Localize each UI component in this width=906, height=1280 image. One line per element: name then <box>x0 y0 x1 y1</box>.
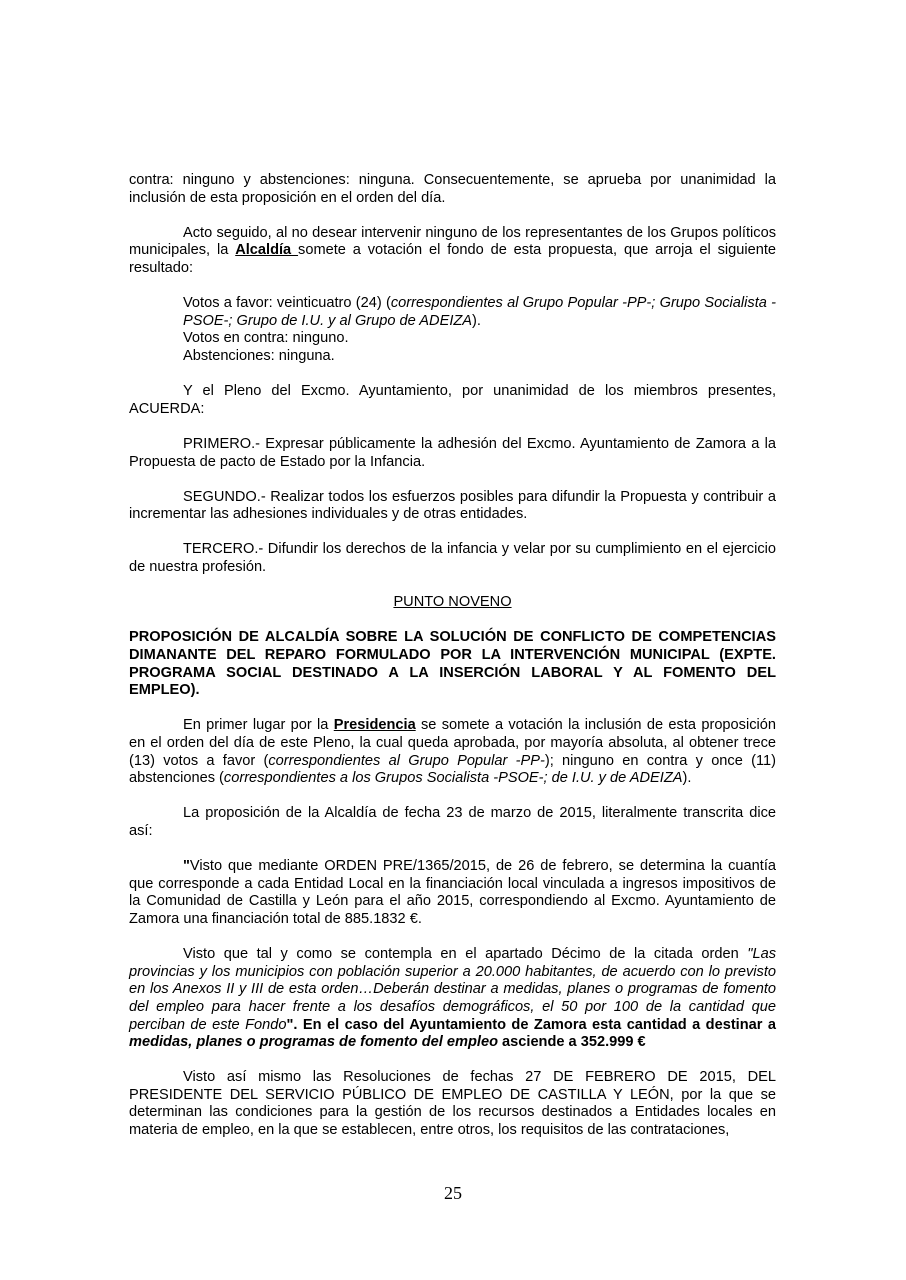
votes-contra: Votos en contra: ninguno. <box>183 330 349 347</box>
paragraph-segundo: SEGUNDO.- Realizar todos los esfuerzos posibles para difundir la Propuesta y contribuir a incrementar las adhesiones individuales y de otras entidades. <box>129 488 776 523</box>
p7-presidencia: Presidencia <box>333 717 416 734</box>
votes-favor-groups: correspondientes al Grupo Popular -PP-; Grupo Socialista -PSOE-; Grupo de I.U. y al Grupo de ADEIZA <box>183 295 776 329</box>
paragraph-visto-2 <box>129 946 776 1052</box>
section-title-text: PROPOSICIÓN DE ALCALDÍA SOBRE LA SOLUCIÓN DE CONFLICTO DE COMPETENCIAS DIMANANTE DEL REPARO FORMULADO POR LA INTERVENCIÓN MUNICIPAL (EXPTE. PROGRAMA SOCIAL DESTINADO A LA INSERCIÓN LABORAL Y AL FOMENTO DEL EMPLEO). <box>129 629 776 699</box>
votes-favor-close: ). <box>472 312 481 329</box>
paragraph-acuerda: Y el Pleno del Excmo. Ayuntamiento, por unanimidad de los miembros presentes, ACUERDA: <box>129 383 776 417</box>
section-heading <box>129 594 776 612</box>
p2-text-c: somete a votación el fondo de esta propuesta, que arroja el siguiente resultado: <box>129 242 776 276</box>
p7-text-c: se somete a votación la inclusión de esta proposición en el orden del día de este Pleno, la cual queda aprobada, por mayoría absoluta, al obtener trece (13) votos a favor ( <box>129 717 776 769</box>
votes-favor-text: Votos a favor: veinticuatro (24) ( <box>183 295 391 312</box>
page-number: 25 <box>444 1183 462 1203</box>
p2-text-a: Acto seguido, al no desear intervenir ninguno de los representantes de los Grupos políticos municipales, la <box>129 224 776 259</box>
p7-text-g: ). <box>682 770 692 787</box>
p7-italic-d: correspondientes al Grupo Popular -PP- <box>268 752 545 769</box>
p10-quote-italic: "Las provincias y los municipios con población superior a 20.000 habitantes, de acuerdo con lo previsto en los Anexos II y III de esta orden…Deberán destinar a medidas, planes o programas de fomento del empleo para hacer frente a los desafíos demográficos, el 50 por 100 de la cantidad que perciban de este Fondo <box>129 946 776 1033</box>
document-page <box>129 172 776 1157</box>
section-heading-text: PUNTO NOVENO <box>393 594 512 611</box>
p10-bold-amount: asciende a 352.999 € <box>497 1034 646 1051</box>
paragraph-1: contra: ninguno y abstenciones: ninguna. Consecuentemente, se aprueba por unanimidad la inclusión de esta proposición en el orden del día. <box>129 172 776 206</box>
p2-alcaldia: Alcaldía <box>235 242 299 259</box>
paragraph-tercero: TERCERO.- Difundir los derechos de la infancia y velar por su cumplimiento en el ejercicio de nuestra profesión. <box>129 541 776 576</box>
votes-abstenciones: Abstenciones: ninguna. <box>183 347 335 364</box>
p10-bold-text: ". En el caso del Ayuntamiento de Zamora esta cantidad a destinar a <box>286 1016 777 1033</box>
p7-text-a: En primer lugar por la <box>183 717 334 734</box>
p7-text-e: ); ninguno en contra y once (11) abstenciones ( <box>129 752 776 787</box>
p7-italic-f: correspondientes a los Grupos Socialista -PSOE-; de I.U. y de ADEIZA <box>223 770 683 787</box>
p10-text-a: Visto que tal y como se contempla en el apartado Décimo de la citada orden <box>183 946 748 963</box>
p9-quote: " <box>183 858 190 875</box>
paragraph-proposicion: La proposición de la Alcaldía de fecha 23 de marzo de 2015, literalmente transcrita dice así: <box>129 805 776 839</box>
paragraph-presidencia <box>129 717 776 787</box>
section-title <box>129 629 776 699</box>
paragraph-2 <box>129 225 776 278</box>
paragraph-visto-3: Visto así mismo las Resoluciones de fechas 27 DE FEBRERO DE 2015, DEL PRESIDENTE DEL SERVICIO PÚBLICO DE EMPLEO DE CASTILLA Y LEÓN, por la que se determinan las condiciones para la gestión de los recursos destinados a Entidades locales en materia de empleo, en la que se establecen, entre otros, los requisitos de las contrataciones, <box>129 1069 776 1139</box>
paragraph-primero: PRIMERO.- Expresar públicamente la adhesión del Excmo. Ayuntamiento de Zamora a la Propuesta de pacto de Estado por la Infancia. <box>129 435 776 470</box>
paragraph-visto-1 <box>129 858 776 928</box>
p9-text: Visto que mediante ORDEN PRE/1365/2015, de 26 de febrero, se determina la cuantía que corresponde a cada Entidad Local en la financiación local vinculada a ingresos impositivos de la Comunidad de Castilla y León para el año 2015, correspondiendo al Excmo. Ayuntamiento de Zamora una financiación total de 885.1832 €. <box>129 858 776 927</box>
votes-favor <box>183 295 776 330</box>
p10-bold-italic: medidas, planes o programas de fomento del empleo <box>129 1034 498 1051</box>
